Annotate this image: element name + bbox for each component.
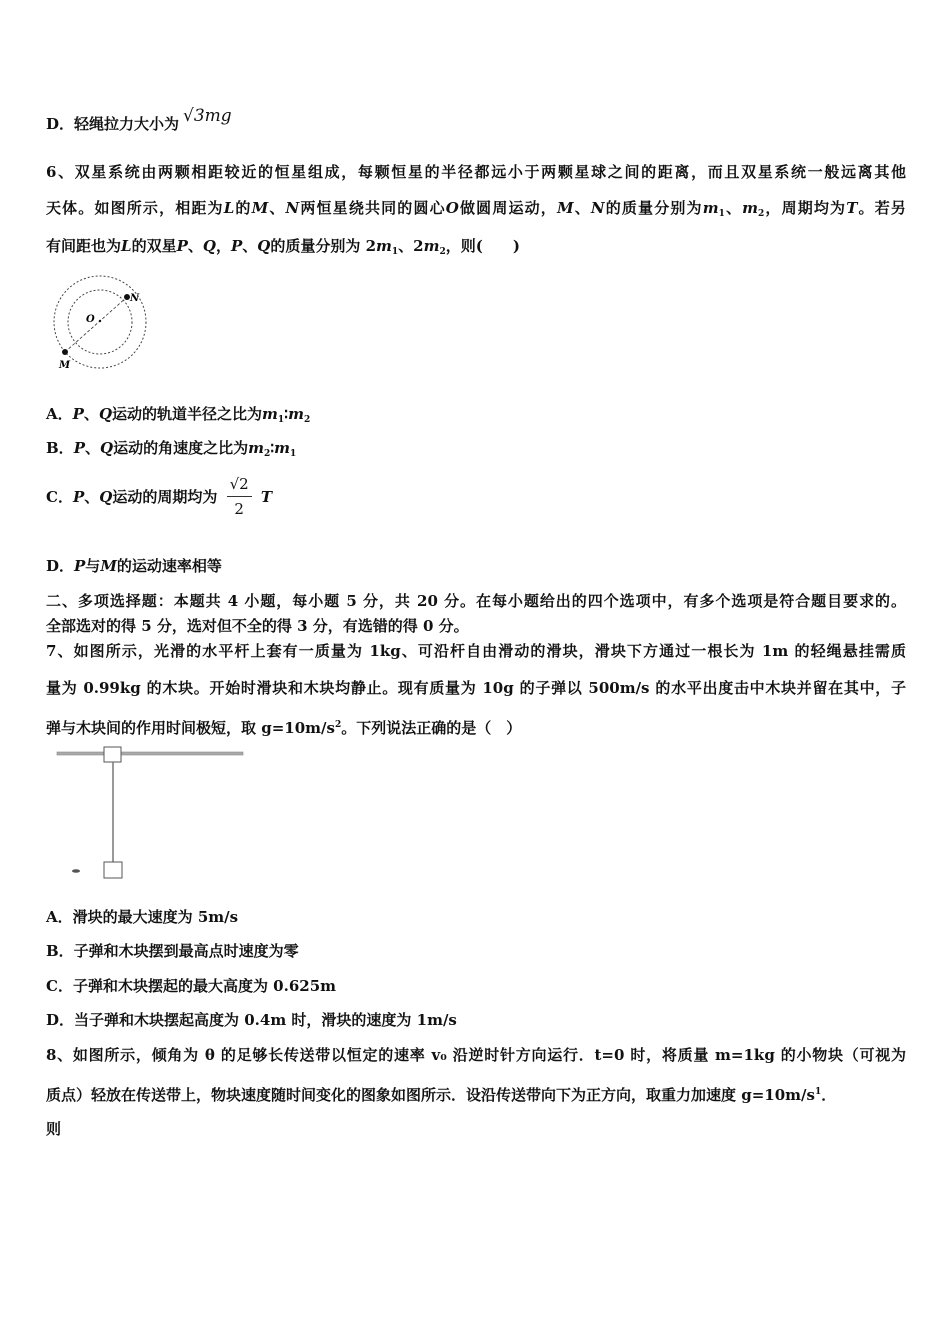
- text-segment: m: [248, 439, 264, 457]
- label-o: O: [86, 314, 95, 325]
- text-segment: ，: [215, 237, 231, 255]
- q6-stem-line3: [46, 236, 520, 262]
- q6-option-c: [46, 474, 272, 524]
- text-segment: N: [590, 199, 605, 217]
- binary-star-diagram: [50, 272, 154, 372]
- text-segment: 、: [242, 237, 258, 255]
- text-segment: Q: [99, 439, 114, 457]
- text-segment: 2: [758, 209, 765, 219]
- text-segment: P: [72, 405, 84, 423]
- text-segment: m: [262, 405, 278, 423]
- text-segment: M: [251, 199, 269, 217]
- text-segment: 2: [263, 449, 271, 459]
- text-segment: ，则( ): [445, 237, 520, 255]
- star-m: [62, 349, 68, 355]
- text-segment: 运动的角速度之比为: [113, 439, 249, 457]
- text-segment: 的双星: [131, 237, 177, 255]
- slider-pendulum-diagram: [55, 744, 250, 884]
- q6-stem-line1: 6、双星系统由两颗相距较近的恒星组成，每颗恒星的半径都远小于两颗星球之间的距离，而且双星系统一般远离其他: [46, 163, 906, 181]
- text-segment: Q: [202, 237, 216, 255]
- text-segment: 与: [85, 557, 101, 575]
- label-n: N: [130, 293, 140, 304]
- text-segment: P: [72, 487, 85, 506]
- text-segment: M: [556, 199, 574, 217]
- q7-option-b: B．子弹和木块摆到最高点时速度为零: [46, 942, 299, 960]
- text-segment: 做圆周运动，: [458, 199, 557, 217]
- text-segment: m: [702, 199, 719, 217]
- fraction-numerator: √2: [227, 474, 252, 497]
- text-segment: L: [121, 237, 132, 255]
- slider-block: [104, 747, 121, 762]
- q7-option-d: D．当子弹和木块摆起高度为 0.4m 时，滑块的速度为 1m/s: [46, 1011, 457, 1029]
- text-segment: P: [74, 557, 86, 575]
- text-segment: 。若另: [857, 199, 906, 217]
- text-segment: 、: [268, 199, 286, 217]
- q5-option-d: [46, 106, 232, 134]
- text-segment: ，周期均为: [764, 199, 847, 217]
- q6-option-b: [46, 438, 296, 464]
- text-segment: m: [274, 439, 290, 457]
- text-segment: 运动的周期均为: [112, 487, 218, 506]
- text-segment: L: [223, 199, 235, 217]
- text-segment: ∶: [284, 405, 289, 423]
- text-segment: 2: [439, 247, 446, 257]
- text-segment: m: [423, 237, 440, 255]
- q7-option-c: C．子弹和木块摆起的最大高度为 0.625m: [46, 977, 337, 995]
- text-segment: D．: [46, 557, 75, 575]
- section2-instructions-line2: 全部选对的得 5 分，选对但不全的得 3 分，有选错的得 0 分。: [46, 617, 469, 635]
- text-segment: A．: [46, 405, 73, 423]
- q7-stem-line2: 量为 0.99kg 的木块。开始时滑块和木块均静止。现有质量为 10g 的子弹以 500m/s 的水平出度击中木块并留在其中，子: [46, 679, 906, 697]
- text-segment: 运动的轨道半径之比为: [112, 405, 263, 423]
- q7-stem-line1: 7、如图所示，光滑的水平杆上套有一质量为 1kg、可沿杆自由滑动的滑块，滑块下方通过一根长为 1m 的轻绳悬挂需质: [46, 642, 906, 660]
- q5-option-d-text: D．轻绳拉力大小为: [46, 115, 180, 133]
- wooden-block: [104, 862, 122, 878]
- text-segment: m: [288, 405, 304, 423]
- text-segment: P: [176, 237, 188, 255]
- text-segment: 天体。如图所示，相距为: [46, 199, 224, 217]
- text-segment: 的质量分别为 2: [270, 237, 377, 255]
- text-segment: 、: [84, 439, 100, 457]
- q7-option-a: A．滑块的最大速度为 5m/s: [46, 908, 239, 926]
- text-segment: 的质量分别为: [604, 199, 703, 217]
- text-segment: N: [285, 199, 300, 217]
- text-segment: m: [376, 237, 392, 255]
- bullet: [72, 869, 80, 873]
- text-segment: 1: [277, 415, 285, 425]
- text-segment: 1: [290, 449, 297, 459]
- text-segment: ∶: [270, 439, 275, 457]
- sqrt2-over-2-fraction: [227, 474, 252, 519]
- text-segment: 1: [718, 209, 725, 219]
- text-segment: 、: [724, 199, 743, 217]
- text-segment: 的: [234, 199, 252, 217]
- text-segment: 的运动速率相等: [116, 557, 222, 575]
- text-segment: M: [100, 557, 117, 575]
- text-segment: 、2: [398, 237, 424, 255]
- text-segment: 有间距也为: [46, 237, 122, 255]
- text-segment: T: [846, 199, 858, 217]
- q8-stem-line1: 8、如图所示，倾角为 θ 的足够长传送带以恒定的速率 v₀ 沿逆时针方向运行．t=0 时，将质量 m=1kg 的小物块（可视为: [46, 1046, 906, 1064]
- text-segment: B．: [46, 439, 74, 457]
- text-segment: 、: [187, 237, 203, 255]
- label-m: M: [59, 360, 71, 371]
- text-segment: 、: [84, 487, 100, 506]
- q6-option-a: [46, 404, 310, 430]
- fraction-denominator: 2: [234, 500, 244, 518]
- q7-stem-line3: 弹与木块间的作用时间极短，取 $g=10m/s^2$。下列说法正确的是（ ）: [46, 719, 522, 737]
- section2-instructions-line1: 二、多项选择题：本题共 4 小题，每小题 5 分，共 20 分。在每小题给出的四个选项中，有多个选项是符合题目要求的。: [46, 592, 906, 610]
- q8-stem-line3: 则: [46, 1120, 62, 1138]
- text-segment: Q: [257, 237, 271, 255]
- text-segment: 两恒星绕共同的圆心: [299, 199, 446, 217]
- period-symbol: T: [260, 487, 273, 506]
- text-segment: P: [73, 439, 85, 457]
- text-segment: C．: [46, 487, 73, 506]
- text-segment: 、: [83, 405, 99, 423]
- separation-line: [65, 297, 127, 352]
- horizontal-rod: [57, 752, 243, 755]
- q6-stem-line2: [46, 198, 906, 224]
- text-segment: Q: [98, 405, 113, 423]
- text-segment: m: [742, 199, 759, 217]
- text-segment: 1: [391, 247, 399, 257]
- text-segment: 2: [303, 415, 311, 425]
- text-segment: P: [230, 237, 243, 255]
- text-segment: 、: [573, 199, 591, 217]
- q6-option-d: [46, 556, 222, 576]
- center-o: [99, 320, 101, 322]
- q5-option-d-formula: √3mg: [183, 106, 232, 126]
- q8-stem-line2: 质点）轻放在传送带上，物块速度随时间变化的图象如图所示．设沿传送带向下为正方向，取重力加速度 $g=10m/s^1$．: [46, 1086, 837, 1104]
- text-segment: Q: [99, 487, 113, 506]
- text-segment: O: [445, 199, 459, 217]
